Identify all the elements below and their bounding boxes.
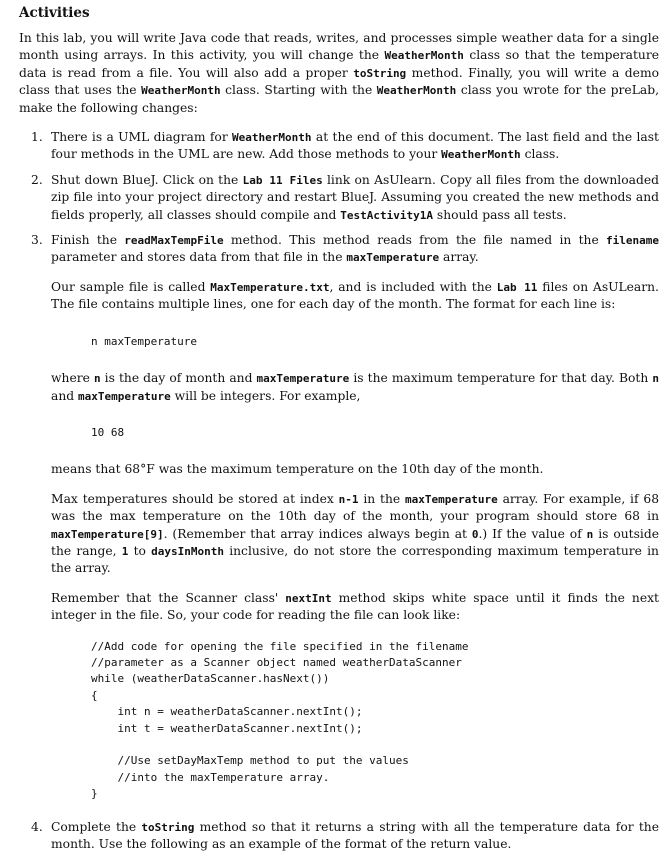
code-inline: daysInMonth <box>151 544 224 558</box>
format-explanation <box>51 370 659 405</box>
code-inline: 0 <box>471 527 479 541</box>
text: is the maximum temperature for that day. Both <box>349 371 653 386</box>
text: inclusive, do not store the corresponding maximum temperature in the array. <box>51 543 659 576</box>
section-heading: Activities <box>19 5 90 21</box>
code-inline: TestActivity1A <box>340 208 434 222</box>
code-inline: maxTemperature <box>256 372 350 386</box>
code-inline: Lab 11 <box>496 280 538 294</box>
text: method so that it returns a string with all the temperature data for the month. Use the following as an example of the format of the return value. <box>51 819 659 852</box>
text: array. For example, if 68 was the max temperature on the 10th day of the month, your program should store 68 in <box>51 491 660 524</box>
text: at the end of this document. The last field and the last four methods in the UML are new. Add those methods to your <box>51 130 659 162</box>
text: in the <box>358 491 406 506</box>
text: files on AsULearn. The file contains multiple lines, one for each day of the month. The format for each line is: <box>51 279 659 312</box>
index-paragraph <box>51 491 659 578</box>
code-inline: MaxTemperature.txt <box>210 280 330 294</box>
intro-paragraph <box>19 30 659 117</box>
reading-code-block: //Add code for opening the file specified in the filename //parameter as a Scanner object named weatherDataScanner while (weatherDataScanner.hasNext()) { int n = weatherDataScanner.nextInt(); int t = weatherDataScanner.nextInt(); //Use setDayMaxTemp method to put the values //into the maxTemperature array. } <box>91 639 469 801</box>
code-inline: n <box>586 527 594 541</box>
text: class. <box>520 147 560 162</box>
code-inline: maxTemperature[9] <box>51 527 164 541</box>
text: is the day of month and <box>100 371 257 386</box>
code-inline: toString <box>141 820 195 834</box>
text: Finish the <box>51 233 125 248</box>
text: class so that the temperature data is read from a file. You will also add a proper <box>19 48 660 80</box>
text: array. <box>439 250 479 265</box>
item-number: 3. <box>31 233 43 248</box>
list-item-2 <box>31 172 659 224</box>
text: There is a UML diagram for <box>51 130 233 145</box>
code-inline: WeatherMonth <box>376 84 457 98</box>
example-explanation: means that 68°F was the maximum temperature on the 10th day of the month. <box>51 462 544 477</box>
list-item-4 <box>31 819 659 853</box>
text: method. This method reads from the file named in the <box>223 233 607 248</box>
code-inline: n <box>652 372 659 386</box>
code-inline: nextInt <box>285 591 332 605</box>
code-inline: maxTemperature <box>78 389 171 403</box>
code-inline: toString <box>353 66 407 80</box>
text: link on AsUlearn. Copy all files from the downloaded zip file into your project directory and restart BlueJ. Assuming you created the new methods and fields properly, all classes should compile and <box>51 172 659 222</box>
text: is outside the range, <box>51 526 659 558</box>
code-inline: readMaxTempFile <box>124 234 224 248</box>
item-2-text <box>51 172 659 224</box>
scanner-paragraph <box>51 590 659 625</box>
item-4-text <box>51 819 659 853</box>
code-inline: Lab 11 Files <box>242 173 323 187</box>
text: to <box>128 543 152 558</box>
example-code-block: 10 68 <box>91 425 125 439</box>
text: Complete the <box>51 819 142 834</box>
instruction-list <box>19 129 659 853</box>
code-inline: maxTemperature <box>346 251 440 265</box>
text: . (Remember that array indices always begin at <box>163 526 472 541</box>
item-number: 1. <box>31 130 43 145</box>
code-inline: filename <box>606 234 659 248</box>
sample-file-paragraph <box>51 279 659 314</box>
text: Max temperatures should be stored at index <box>51 491 339 506</box>
text: , and is included with the <box>329 279 497 294</box>
text: Remember that the Scanner class' <box>51 590 286 605</box>
code-inline: n-1 <box>338 492 359 506</box>
code-inline: maxTemperature <box>405 492 498 506</box>
text: Shut down BlueJ. Click on the <box>51 172 243 187</box>
item-number: 4. <box>31 819 43 834</box>
item-number: 2. <box>31 172 43 187</box>
text: Our sample file is called <box>51 279 211 294</box>
text: method. Finally, you will write a demo class that uses the <box>19 65 660 98</box>
code-inline: WeatherMonth <box>232 131 312 145</box>
code-inline: WeatherMonth <box>141 84 221 98</box>
format-code-block: n maxTemperature <box>91 334 197 348</box>
list-item-1 <box>31 129 659 164</box>
text: method skips white space until it finds the next integer in the file. So, your code for reading the file can look like: <box>51 590 659 623</box>
text: In this lab, you will write Java code that reads, writes, and processes simple weather data for a single month using arrays. In this activity, you will change the <box>19 31 659 63</box>
text: class you wrote for the preLab, make the following changes: <box>19 83 659 115</box>
text: class. Starting with the <box>220 83 377 98</box>
text: where <box>51 371 94 386</box>
text: and <box>51 388 79 403</box>
code-inline: 1 <box>121 544 129 558</box>
document-page <box>19 0 659 853</box>
text: should pass all tests. <box>433 207 567 222</box>
text: will be integers. For example, <box>170 388 361 403</box>
item-3-text <box>51 232 659 267</box>
item-1-text <box>51 129 659 164</box>
code-inline: WeatherMonth <box>384 49 464 63</box>
text: parameter and stores data from that file in the <box>51 250 347 265</box>
code-inline: WeatherMonth <box>441 148 521 162</box>
text: .) If the value of <box>478 526 587 541</box>
code-inline: n <box>93 372 101 386</box>
list-item-3 <box>31 232 660 803</box>
